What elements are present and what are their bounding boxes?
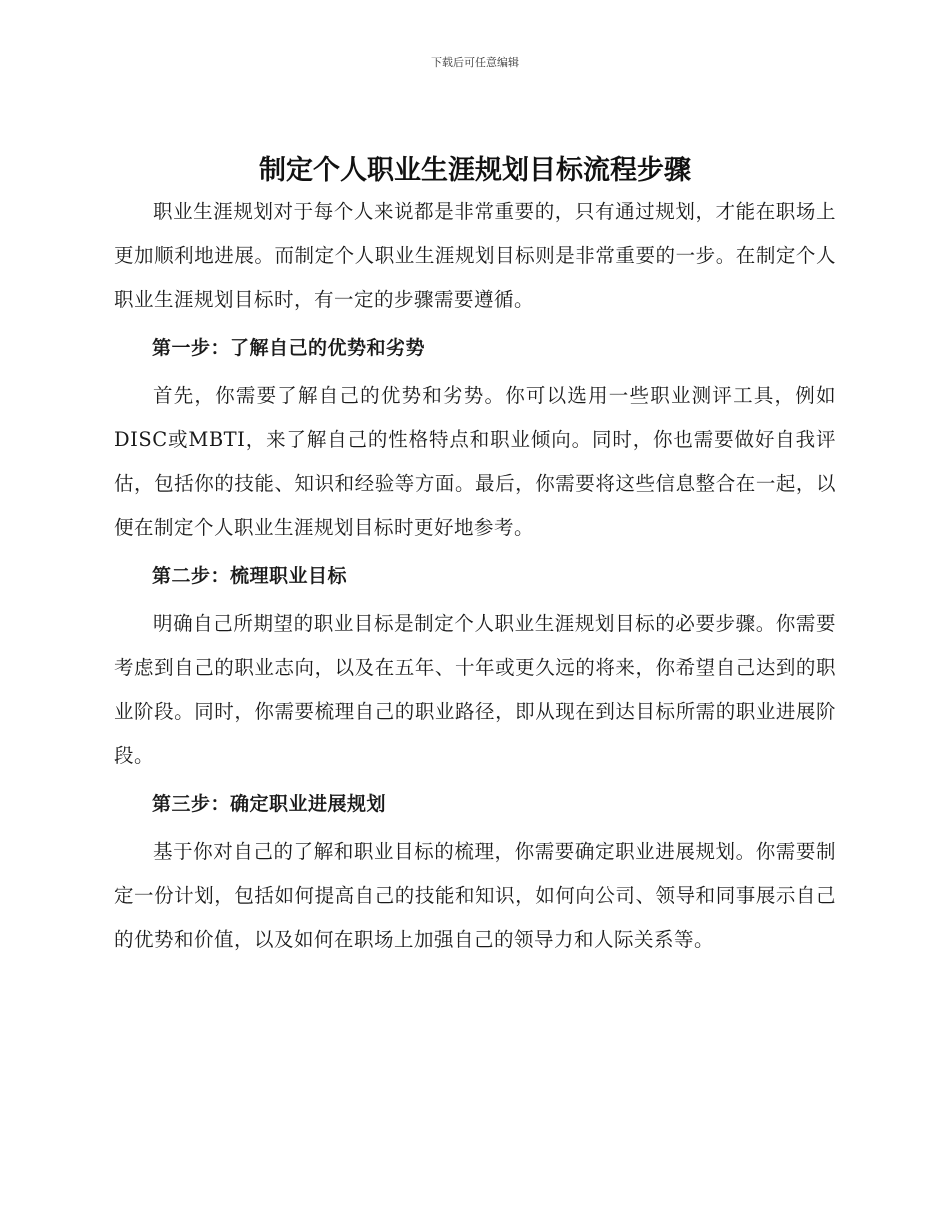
section-heading-3: 第三步：确定职业进展规划 — [152, 793, 387, 815]
document-body — [114, 190, 836, 962]
section-paragraph-3: 基于你对自己的了解和职业目标的梳理，你需要确定职业进展规划。你需要制定一份计划，包括如何提高自己的技能和知识，如何向公司、领导和同事展示自己的优势和价值，以及如何在职场上加强自己的领导力和人际关系等。 — [114, 840, 836, 951]
document-title: 制定个人职业生涯规划目标流程步骤 — [259, 155, 691, 186]
section-paragraph-1: 首先，你需要了解自己的优势和劣势。你可以选用一些职业测评工具，例如DISC或MBTI，来了解自己的性格特点和职业倾向。同时，你也需要做好自我评估，包括你的技能、知识和经验等方面。最后，你需要将这些信息整合在一起，以便在制定个人职业生涯规划目标时更好地参考。 — [114, 384, 836, 539]
header-note: 下载后可任意编辑 — [431, 56, 519, 69]
section-heading-1: 第一步：了解自己的优势和劣势 — [152, 337, 426, 359]
section-heading-2: 第二步：梳理职业目标 — [152, 565, 348, 587]
intro-paragraph: 职业生涯规划对于每个人来说都是非常重要的，只有通过规划，才能在职场上更加顺利地进展。而制定个人职业生涯规划目标则是非常重要的一步。在制定个人职业生涯规划目标时，有一定的步骤需要遵循。 — [114, 200, 836, 311]
section-paragraph-2: 明确自己所期望的职业目标是制定个人职业生涯规划目标的必要步骤。你需要考虑到自己的职业志向，以及在五年、十年或更久远的将来，你希望自己达到的职业阶段。同时，你需要梳理自己的职业路径，即从现在到达目标所需的职业进展阶段。 — [114, 612, 836, 767]
